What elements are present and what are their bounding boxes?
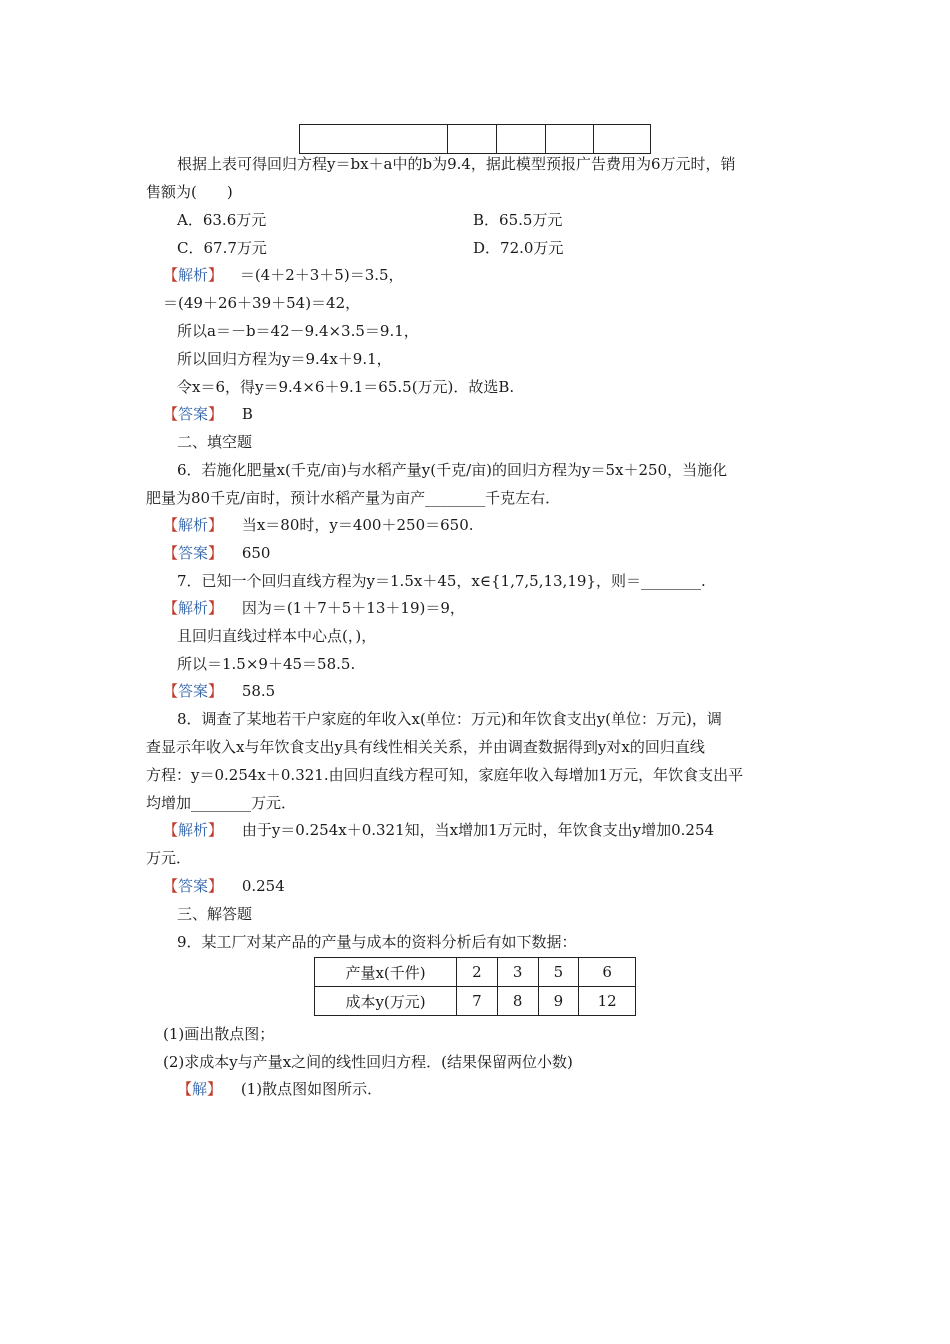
table-cell: 成本y(万元) <box>315 987 457 1016</box>
q5-analysis-line4: 所以回归方程为y＝9.4x＋9.1， <box>177 350 392 368</box>
q5-analysis-line3: 所以a＝－b＝42－9.4×3.5＝9.1， <box>177 322 419 340</box>
answer-text: B <box>241 405 253 423</box>
q5-analysis-line5: 令x＝6，得y＝9.4×6＋9.1＝65.5(万元)．故选B. <box>177 378 515 396</box>
solution-text: (1)散点图如图所示． <box>240 1080 383 1098</box>
answer-text: 58.5 <box>241 682 276 700</box>
q6-line2: 肥量为80千克/亩时，预计水稻产量为亩产________千克左右． <box>146 489 561 507</box>
section-heading: 二、填空题 <box>177 433 253 451</box>
q7-analysis-line2: 且回归直线过样本中心点(，)， <box>177 627 377 645</box>
answer-tag: 【答案】 <box>163 405 224 423</box>
analysis-text: ＝(4＋2＋3＋5)＝3.5， <box>239 266 404 284</box>
q8-line4: 均增加________万元． <box>146 794 297 812</box>
q5-answer <box>163 404 253 424</box>
answer-tag: 【答案】 <box>163 877 224 895</box>
table-cell: 8 <box>497 987 538 1016</box>
answer-label: 答案 <box>178 544 209 562</box>
q9-solution <box>177 1079 382 1099</box>
analysis-label: 解析 <box>178 599 209 617</box>
table-row <box>315 987 636 1016</box>
answer-text: 0.254 <box>241 877 285 895</box>
table-cell: 5 <box>538 958 579 987</box>
table-cell: 6 <box>579 958 636 987</box>
q5-option-a: A．63.6万元 <box>177 211 267 229</box>
table-cell <box>545 125 594 154</box>
q5-option-c: C．67.7万元 <box>177 239 267 257</box>
answer-label: 答案 <box>178 682 209 700</box>
q7-line1: 7．已知一个回归直线方程为y＝1.5x＋45，x∈{1,7,5,13,19}，则＝________. <box>177 572 706 590</box>
table-cell: 2 <box>457 958 498 987</box>
table-cell: 3 <box>497 958 538 987</box>
section-heading: 三、解答题 <box>177 905 253 923</box>
q8-line2: 查显示年收入x与年饮食支出y具有线性相关关系，并由调查数据得到y对x的回归直线 <box>146 738 705 756</box>
q6-analysis <box>163 515 474 535</box>
q5-analysis-line2: ＝(49＋26＋39＋54)＝42， <box>163 294 361 312</box>
solution-tag: 【解】 <box>177 1080 223 1098</box>
q8-answer <box>163 876 285 896</box>
q9-data-table <box>314 957 636 1016</box>
q6-line1: 6．若施化肥量x(千克/亩)与水稻产量y(千克/亩)的回归方程为y＝5x＋250，当施化 <box>177 461 728 479</box>
analysis-label: 解析 <box>178 266 209 284</box>
q5-stem-line1: 根据上表可得回归方程y＝bx＋a中的b为9.4，据此模型预报广告费用为6万元时，销 <box>177 155 736 173</box>
q5-stem-line2: 售额为( ) <box>146 183 233 201</box>
analysis-tag: 【解析】 <box>163 266 224 284</box>
answer-tag: 【答案】 <box>163 682 224 700</box>
q9-part2: (2)求成本y与产量x之间的线性回归方程．(结果保留两位小数) <box>163 1053 573 1071</box>
answer-label: 答案 <box>178 405 209 423</box>
q9-part1: (1)画出散点图； <box>163 1025 275 1043</box>
analysis-text: 由于y＝0.254x＋0.321知，当x增加1万元时，年饮食支出y增加0.254 <box>241 821 715 839</box>
q9-stem: 9．某工厂对某产品的产量与成本的资料分析后有如下数据： <box>177 933 577 951</box>
table-cell: 12 <box>579 987 636 1016</box>
q5-option-d: D．72.0万元 <box>473 239 564 257</box>
analysis-label: 解析 <box>178 516 209 534</box>
analysis-tag: 【解析】 <box>163 821 224 839</box>
answer-tag: 【答案】 <box>163 544 224 562</box>
table-cell: 9 <box>538 987 579 1016</box>
q5-analysis-line1 <box>163 265 404 285</box>
answer-label: 答案 <box>178 877 209 895</box>
q8-line1: 8．调查了某地若干户家庭的年收入x(单位：万元)和年饮食支出y(单位：万元)，调 <box>177 710 722 728</box>
analysis-text: 当x＝80时，y＝400＋250＝650. <box>241 516 474 534</box>
table-cell <box>300 125 448 154</box>
solution-label: 解 <box>192 1080 208 1098</box>
q8-line3: 方程：y＝0.254x＋0.321.由回归直线方程可知，家庭年收入每增加1万元，年饮食支出平 <box>146 766 744 784</box>
q5-option-b: B．65.5万元 <box>473 211 563 229</box>
table-cell: 产量x(千件) <box>315 958 457 987</box>
q6-answer <box>163 543 270 563</box>
analysis-tag: 【解析】 <box>163 516 224 534</box>
q7-answer <box>163 681 275 701</box>
table-row <box>315 958 636 987</box>
analysis-tag: 【解析】 <box>163 599 224 617</box>
q7-analysis-line1 <box>163 598 465 618</box>
table-cell <box>448 125 497 154</box>
analysis-label: 解析 <box>178 821 209 839</box>
q7-analysis-line3: 所以＝1.5×9＋45＝58.5. <box>177 655 356 673</box>
table-cell <box>594 125 651 154</box>
q8-analysis-line1 <box>163 820 714 840</box>
answer-text: 650 <box>241 544 271 562</box>
table-cell: 7 <box>457 987 498 1016</box>
analysis-text: 因为＝(1＋7＋5＋13＋19)＝9， <box>241 599 465 617</box>
top-table-fragment <box>299 124 651 154</box>
q8-analysis-line2: 万元． <box>146 849 192 867</box>
table-cell <box>496 125 545 154</box>
